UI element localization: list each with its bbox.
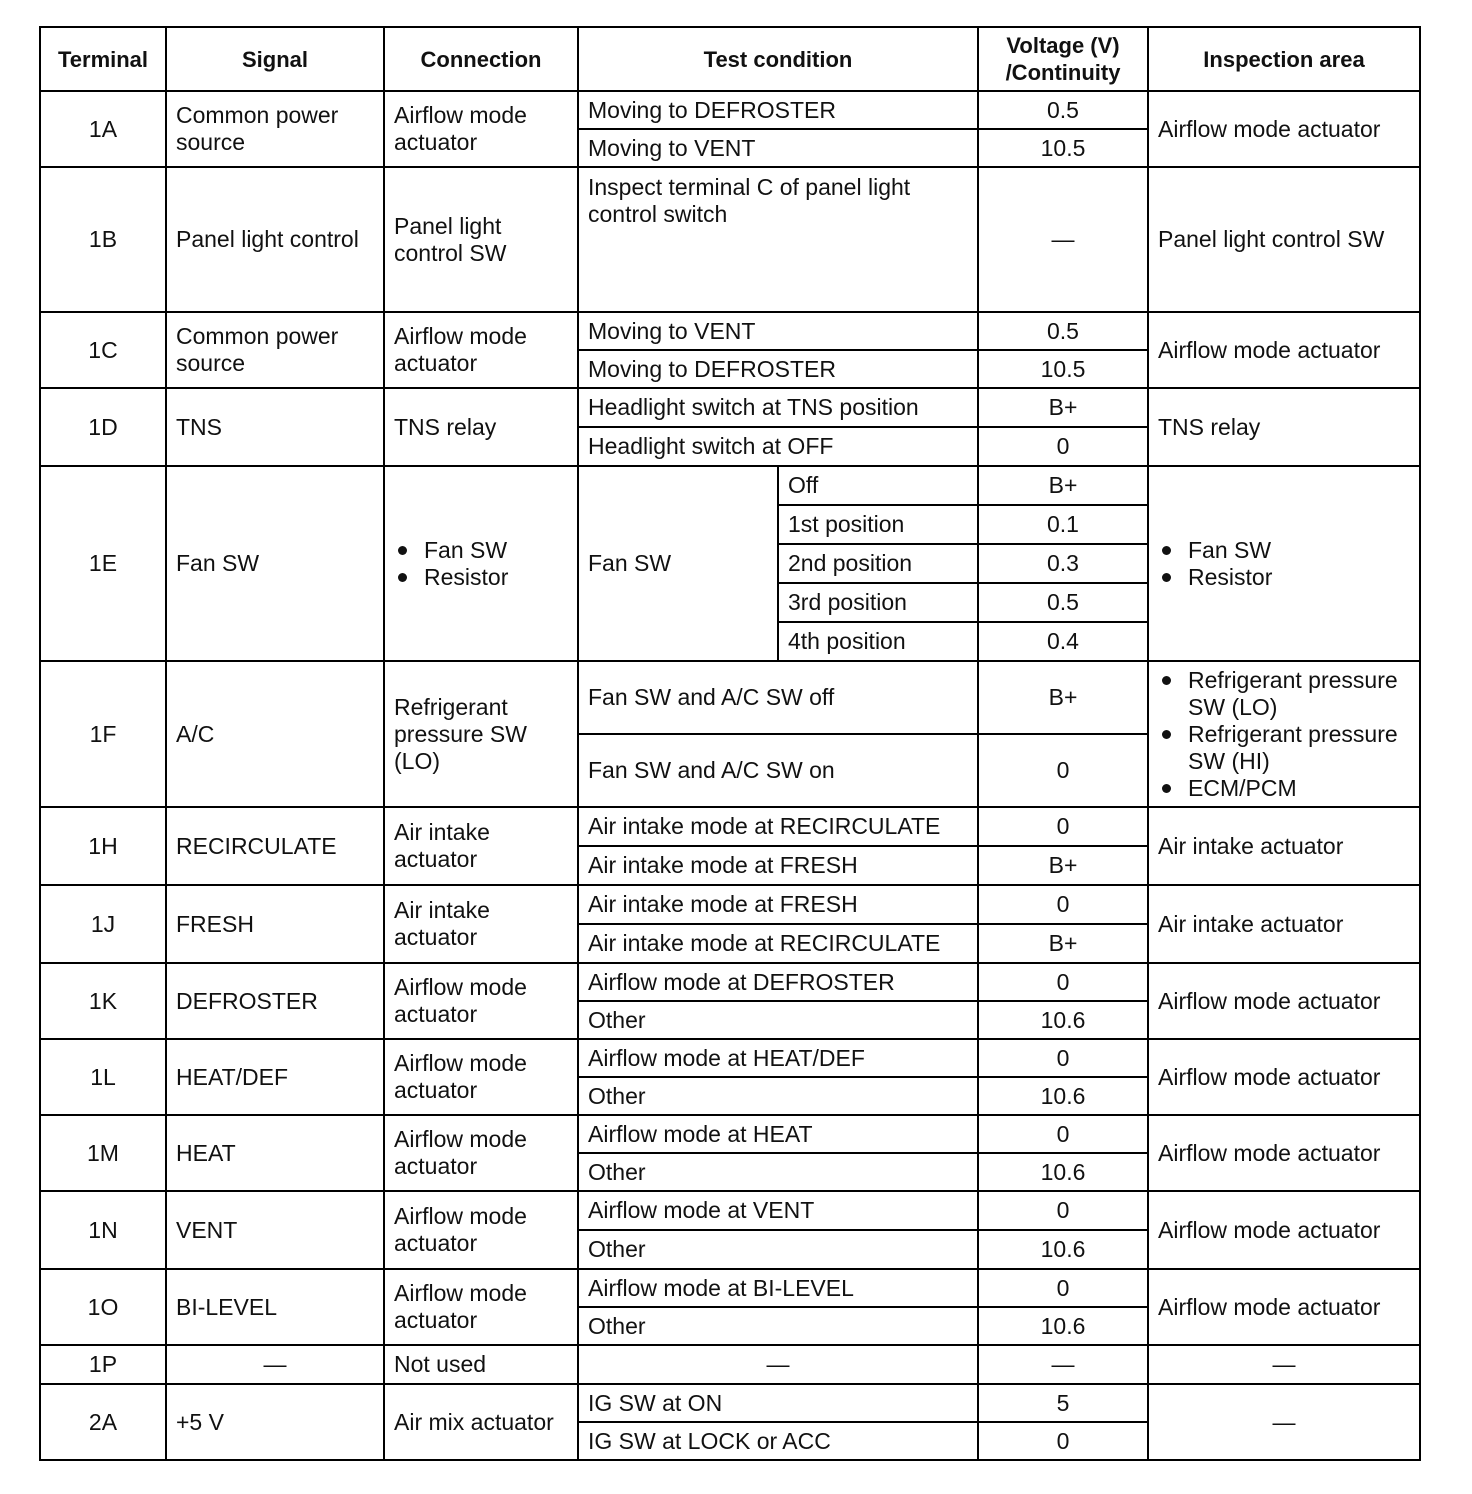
test-condition-cell: Airflow mode at HEAT/DEF	[578, 1039, 978, 1077]
test-condition-cell: —	[578, 1345, 978, 1384]
test-condition-cell: Air intake mode at RECIRCULATE	[578, 807, 978, 846]
voltage-cell: 10.5	[978, 129, 1148, 167]
voltage-cell: 0.5	[978, 312, 1148, 350]
table-row	[40, 963, 1420, 1001]
header-voltage	[978, 27, 1148, 91]
voltage-cell: —	[978, 1345, 1148, 1384]
connection-cell: Not used	[384, 1345, 578, 1384]
table-row	[40, 1115, 1420, 1153]
terminal-cell: 1L	[40, 1039, 166, 1115]
test-condition-cell: Air intake mode at FRESH	[578, 885, 978, 924]
table-row	[40, 91, 1420, 129]
connection-cell: Airflow mode actuator	[384, 1269, 578, 1345]
inspection-cell: —	[1148, 1345, 1420, 1384]
connection-cell: Panel light control SW	[384, 167, 578, 312]
table-row	[40, 807, 1420, 846]
test-condition-cell: IG SW at LOCK or ACC	[578, 1422, 978, 1460]
table-row	[40, 885, 1420, 924]
test-condition-cell: Headlight switch at OFF	[578, 427, 978, 466]
voltage-cell: 0.5	[978, 91, 1148, 129]
voltage-cell: 10.6	[978, 1153, 1148, 1191]
connection-cell: Air intake actuator	[384, 807, 578, 885]
test-condition-cell: Fan SW	[578, 466, 778, 661]
terminal-cell: 1A	[40, 91, 166, 167]
terminal-cell: 1P	[40, 1345, 166, 1384]
terminal-cell: 1O	[40, 1269, 166, 1345]
connection-cell: Airflow mode actuator	[384, 1191, 578, 1269]
bullet-item: Refrigerant pressure SW (HI)	[1158, 721, 1410, 775]
voltage-cell: 0	[978, 1269, 1148, 1307]
bullet-item: Fan SW	[1158, 537, 1410, 564]
test-condition-cell: Fan SW and A/C SW on	[578, 734, 978, 807]
voltage-cell: 0	[978, 734, 1148, 807]
voltage-cell: 10.6	[978, 1077, 1148, 1115]
voltage-cell: 0	[978, 1039, 1148, 1077]
test-condition-cell: IG SW at ON	[578, 1384, 978, 1422]
inspection-cell: Airflow mode actuator	[1148, 1191, 1420, 1269]
terminal-cell: 1B	[40, 167, 166, 312]
signal-cell: VENT	[166, 1191, 384, 1269]
test-condition-cell: Inspect terminal C of panel light control switch	[578, 167, 978, 312]
test-condition-cell: Airflow mode at BI-LEVEL	[578, 1269, 978, 1307]
test-condition-cell: Moving to DEFROSTER	[578, 350, 978, 388]
test-condition-cell: Moving to VENT	[578, 312, 978, 350]
bullet-item: Resistor	[1158, 564, 1410, 591]
voltage-cell: 0.3	[978, 544, 1148, 583]
voltage-cell: B+	[978, 388, 1148, 427]
voltage-cell: 0	[978, 807, 1148, 846]
fan-position-cell: 4th position	[778, 622, 978, 661]
bullet-item: Refrigerant pressure SW (LO)	[1158, 667, 1410, 721]
signal-cell: Panel light control	[166, 167, 384, 312]
terminal-cell: 1J	[40, 885, 166, 963]
voltage-cell: 10.5	[978, 350, 1148, 388]
signal-cell: BI-LEVEL	[166, 1269, 384, 1345]
signal-cell: Common power source	[166, 91, 384, 167]
connection-cell: Airflow mode actuator	[384, 963, 578, 1039]
signal-cell: Fan SW	[166, 466, 384, 661]
test-condition-cell: Fan SW and A/C SW off	[578, 661, 978, 734]
signal-cell: +5 V	[166, 1384, 384, 1460]
voltage-cell: 10.6	[978, 1307, 1148, 1345]
inspection-cell: Airflow mode actuator	[1148, 1039, 1420, 1115]
connection-cell: Airflow mode actuator	[384, 91, 578, 167]
terminal-cell: 1F	[40, 661, 166, 807]
signal-cell: FRESH	[166, 885, 384, 963]
voltage-cell: 0	[978, 1115, 1148, 1153]
test-condition-cell: Other	[578, 1307, 978, 1345]
voltage-cell: B+	[978, 924, 1148, 963]
table-row	[40, 1269, 1420, 1307]
test-condition-cell: Other	[578, 1077, 978, 1115]
fan-position-cell: 2nd position	[778, 544, 978, 583]
connection-cell: Airflow mode actuator	[384, 1039, 578, 1115]
voltage-cell: 0	[978, 963, 1148, 1001]
voltage-cell: B+	[978, 661, 1148, 734]
header-test-condition: Test condition	[578, 27, 978, 91]
inspection-cell: Air intake actuator	[1148, 885, 1420, 963]
voltage-cell: 0.4	[978, 622, 1148, 661]
inspection-cell: Airflow mode actuator	[1148, 1115, 1420, 1191]
inspection-cell: Panel light control SW	[1148, 167, 1420, 312]
test-condition-cell: Airflow mode at DEFROSTER	[578, 963, 978, 1001]
voltage-cell: 10.6	[978, 1001, 1148, 1039]
fan-position-cell: 3rd position	[778, 583, 978, 622]
table-row	[40, 312, 1420, 350]
voltage-cell: B+	[978, 466, 1148, 505]
header-signal: Signal	[166, 27, 384, 91]
signal-cell: HEAT	[166, 1115, 384, 1191]
fan-position-cell: Off	[778, 466, 978, 505]
signal-cell: Common power source	[166, 312, 384, 388]
table-row	[40, 1191, 1420, 1230]
table-row	[40, 466, 1420, 505]
header-inspection-area: Inspection area	[1148, 27, 1420, 91]
terminal-cell: 1N	[40, 1191, 166, 1269]
test-condition-cell: Other	[578, 1230, 978, 1269]
connection-cell: Air mix actuator	[384, 1384, 578, 1460]
bullet-item: Fan SW	[394, 537, 568, 564]
header-voltage-line1: Voltage (V)	[1006, 33, 1120, 58]
table-row	[40, 661, 1420, 734]
table-row	[40, 1384, 1420, 1422]
signal-cell: A/C	[166, 661, 384, 807]
terminal-cell: 1K	[40, 963, 166, 1039]
connection-cell: TNS relay	[384, 388, 578, 466]
header-row	[40, 27, 1420, 91]
test-condition-cell: Airflow mode at VENT	[578, 1191, 978, 1230]
voltage-cell: 10.6	[978, 1230, 1148, 1269]
table-row	[40, 1345, 1420, 1384]
test-condition-cell: Other	[578, 1001, 978, 1039]
connection-cell: Airflow mode actuator	[384, 312, 578, 388]
header-terminal: Terminal	[40, 27, 166, 91]
signal-cell: TNS	[166, 388, 384, 466]
test-condition-cell: Airflow mode at HEAT	[578, 1115, 978, 1153]
test-condition-cell: Other	[578, 1153, 978, 1191]
terminal-cell: 1E	[40, 466, 166, 661]
test-condition-cell: Air intake mode at RECIRCULATE	[578, 924, 978, 963]
connection-cell: Refrigerant pressure SW (LO)	[384, 661, 578, 807]
test-condition-cell: Air intake mode at FRESH	[578, 846, 978, 885]
header-connection: Connection	[384, 27, 578, 91]
signal-cell: DEFROSTER	[166, 963, 384, 1039]
inspection-cell	[1148, 661, 1420, 807]
voltage-cell: B+	[978, 846, 1148, 885]
test-condition-cell: Moving to DEFROSTER	[578, 91, 978, 129]
terminal-cell: 2A	[40, 1384, 166, 1460]
voltage-cell: 0.1	[978, 505, 1148, 544]
bullet-item: ECM/PCM	[1158, 775, 1410, 802]
connection-cell: Air intake actuator	[384, 885, 578, 963]
inspection-cell: —	[1148, 1384, 1420, 1460]
voltage-cell: 0	[978, 427, 1148, 466]
terminal-cell: 1M	[40, 1115, 166, 1191]
inspection-cell: TNS relay	[1148, 388, 1420, 466]
voltage-cell: 0.5	[978, 583, 1148, 622]
inspection-cell: Airflow mode actuator	[1148, 91, 1420, 167]
voltage-cell: 0	[978, 1422, 1148, 1460]
table-row	[40, 1039, 1420, 1077]
voltage-cell: 0	[978, 1191, 1148, 1230]
voltage-cell: —	[978, 167, 1148, 312]
test-condition-cell: Headlight switch at TNS position	[578, 388, 978, 427]
inspection-cell: Airflow mode actuator	[1148, 1269, 1420, 1345]
voltage-cell: 0	[978, 885, 1148, 924]
terminal-inspection-table	[39, 26, 1421, 1461]
fan-position-cell: 1st position	[778, 505, 978, 544]
signal-cell: HEAT/DEF	[166, 1039, 384, 1115]
inspection-cell: Airflow mode actuator	[1148, 312, 1420, 388]
table-row	[40, 167, 1420, 312]
terminal-cell: 1H	[40, 807, 166, 885]
inspection-cell	[1148, 466, 1420, 661]
signal-cell: —	[166, 1345, 384, 1384]
test-condition-cell: Moving to VENT	[578, 129, 978, 167]
inspection-cell: Air intake actuator	[1148, 807, 1420, 885]
header-voltage-line2: /Continuity	[1005, 60, 1121, 85]
connection-cell	[384, 466, 578, 661]
terminal-cell: 1C	[40, 312, 166, 388]
signal-cell: RECIRCULATE	[166, 807, 384, 885]
bullet-item: Resistor	[394, 564, 568, 591]
inspection-cell: Airflow mode actuator	[1148, 963, 1420, 1039]
terminal-cell: 1D	[40, 388, 166, 466]
voltage-cell: 5	[978, 1384, 1148, 1422]
table-row	[40, 388, 1420, 427]
connection-cell: Airflow mode actuator	[384, 1115, 578, 1191]
